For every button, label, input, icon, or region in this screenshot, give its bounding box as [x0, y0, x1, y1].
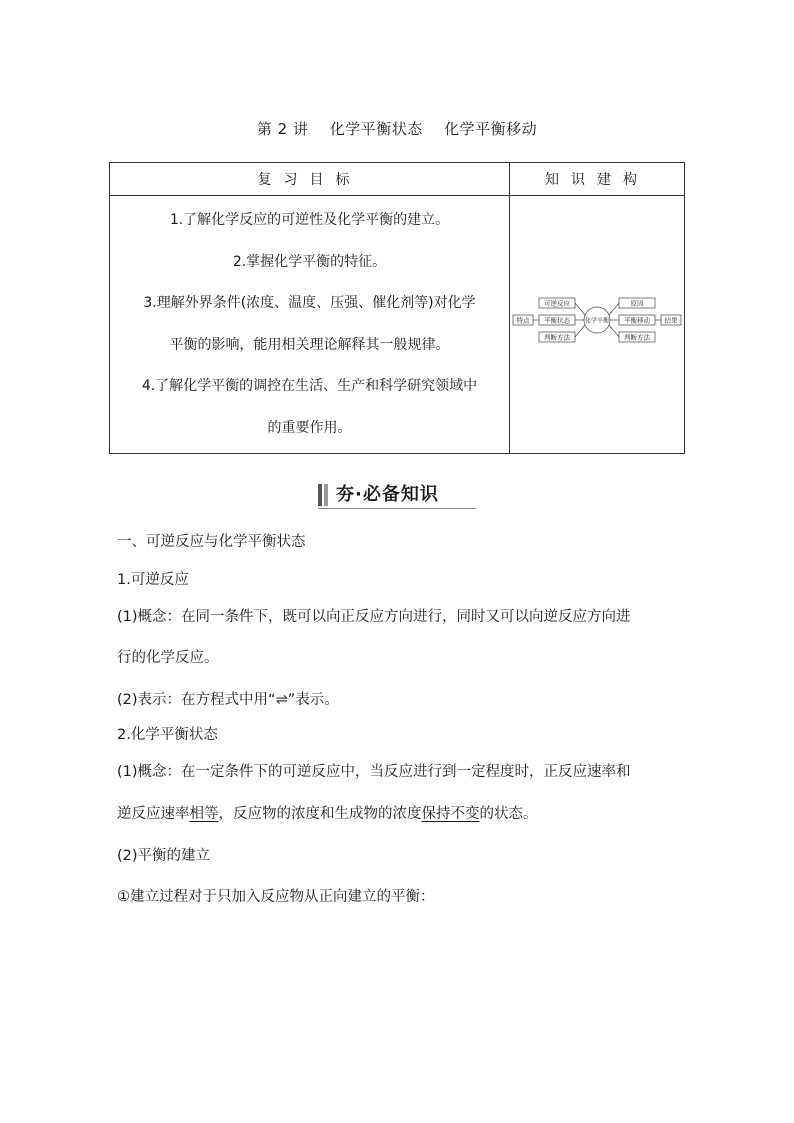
title-part-1: 化学平衡状态	[329, 120, 423, 138]
paragraph-line: (1)概念：在同一条件下，既可以向正反应方向进行，同时又可以向逆反应方向进	[117, 609, 631, 625]
goal-line: 4.了解化学平衡的调控在生活、生产和科学研究领域中	[141, 378, 478, 394]
concept-map-cell	[510, 196, 685, 454]
paragraph-line: ①建立过程对于只加入反应物从正向建立的平衡：	[117, 889, 435, 905]
map-right-bottom: 判断方法	[624, 333, 650, 341]
text-span: 的状态。	[479, 806, 538, 822]
map-left-top: 可逆反应	[544, 299, 570, 307]
banner-bar-icon	[318, 484, 322, 506]
map-left-mid: 平衡状态	[544, 316, 570, 324]
goal-line: 的重要作用。	[267, 419, 352, 436]
map-left-bottom: 判断方法	[544, 333, 570, 341]
review-goals-header: 复习目标	[110, 163, 510, 196]
subheading-equilibrium: 2.化学平衡状态	[117, 727, 218, 743]
paragraph-line: 行的化学反应。	[117, 650, 219, 666]
goals-cell	[110, 196, 510, 454]
text-span: (2)表示：在方程式中用“	[117, 692, 276, 708]
underlined-term: 相等	[189, 806, 219, 822]
section-banner	[318, 482, 476, 509]
map-center: 化学平衡	[584, 317, 610, 324]
title-part-2: 化学平衡移动	[444, 120, 538, 138]
map-right-mid: 平衡移动	[624, 316, 650, 324]
goal-line: 2.掌握化学平衡的特征。	[232, 253, 387, 270]
objectives-table	[109, 162, 685, 454]
text-span: 逆反应速率	[117, 806, 190, 822]
goal-line: 3.理解外界条件(浓度、温度、压强、催化剂等)对化学	[143, 295, 476, 311]
goal-line: 1.了解化学反应的可逆性及化学平衡的建立。	[169, 212, 450, 228]
paragraph-line	[117, 802, 538, 823]
paragraph-line: (2)平衡的建立	[117, 848, 211, 864]
paragraph-line: (1)概念：在一定条件下的可逆反应中，当反应进行到一定程度时，正反应速率和	[117, 764, 631, 780]
concept-map	[511, 293, 683, 353]
underlined-term: 保持不变	[421, 806, 480, 822]
map-right-end: 结果	[664, 316, 678, 324]
knowledge-map-header: 知识建构	[510, 163, 685, 196]
banner-title: 夯·必备知识	[336, 484, 439, 505]
goal-line: 平衡的影响，能用相关理论解释其一般规律。	[169, 336, 450, 353]
section-heading: 一、可逆反应与化学平衡状态	[117, 534, 306, 550]
map-right-top: 原因	[630, 299, 644, 307]
text-span: ”表示。	[287, 692, 339, 708]
map-left-end: 特点	[516, 316, 530, 324]
lecture-number: 第 2 讲	[256, 120, 309, 138]
page-title	[0, 118, 794, 139]
reversible-arrow-icon: ⇌	[275, 692, 288, 708]
banner-bar-icon	[324, 484, 328, 506]
subheading-reversible: 1.可逆反应	[117, 572, 189, 588]
text-span: ，反应物的浓度和生成物的浓度	[218, 806, 422, 822]
paragraph-line	[117, 688, 339, 709]
